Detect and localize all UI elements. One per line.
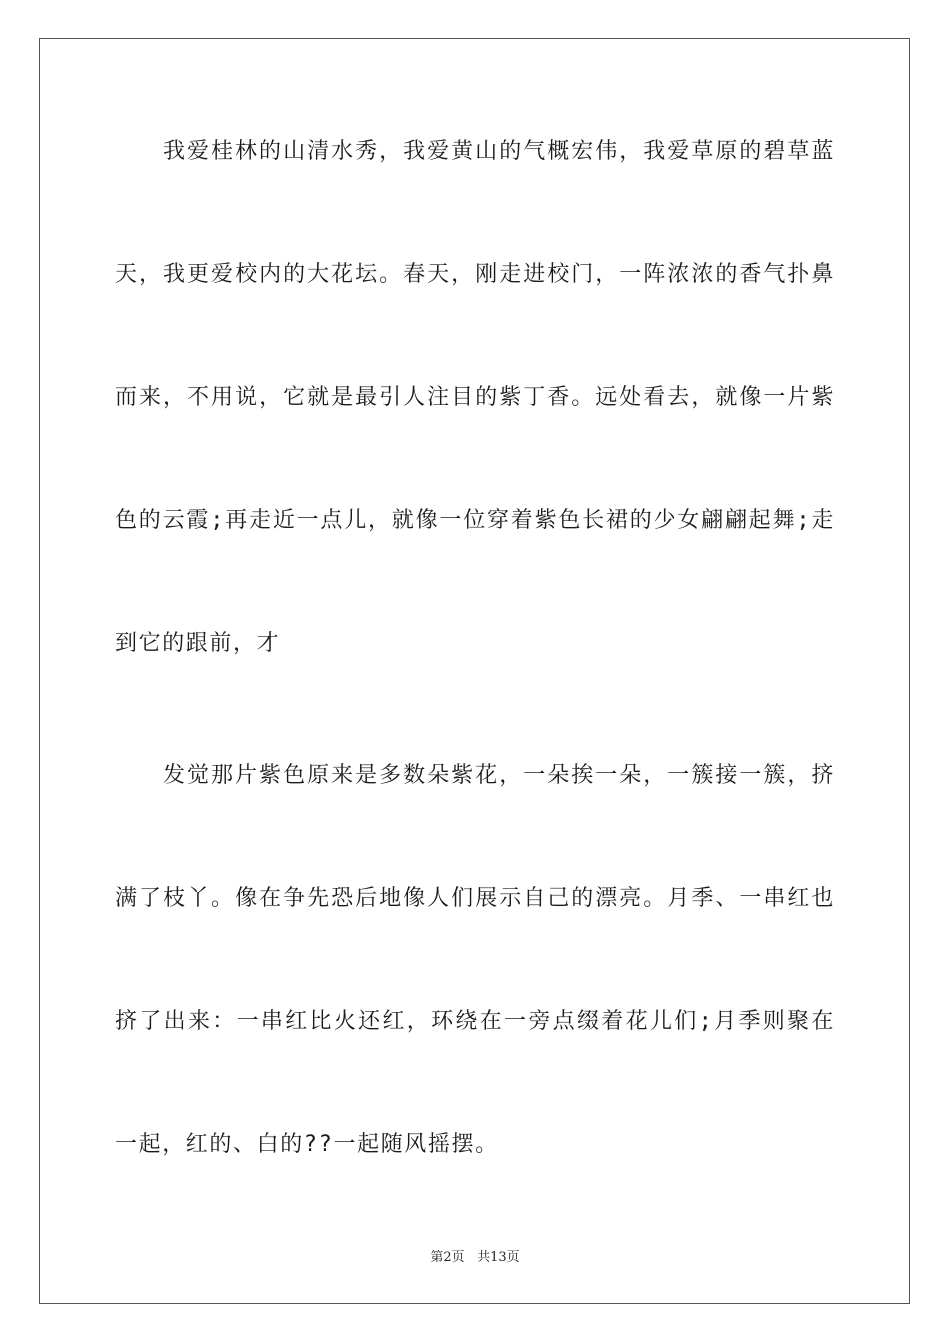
body-paragraph-1: 我爱桂林的山清水秀，我爱黄山的气概宏伟，我爱草原的碧草蓝天，我更爱校内的大花坛。春天，刚走进校门，一阵浓浓的香气扑鼻而来，不用说，它就是最引人注目的紫丁香。远处看去，就像一片紫色的云霞;再走近一点儿，就像一位穿着紫色长裙的少女翩翩起舞;走到它的跟前，才 (115, 139, 835, 656)
page-number: 第2页 (430, 1250, 465, 1265)
page-footer (0, 1246, 950, 1265)
total-pages: 共13页 (477, 1250, 520, 1265)
body-paragraph-2: 发觉那片紫色原来是多数朵紫花，一朵挨一朵，一簇接一簇，挤满了枝丫。像在争先恐后地像人们展示自己的漂亮。月季、一串红也挤了出来：一串红比火还红，环绕在一旁点缀着花儿们;月季则聚在一起，红的、白的??一起随风摇摆。 (115, 763, 835, 1157)
